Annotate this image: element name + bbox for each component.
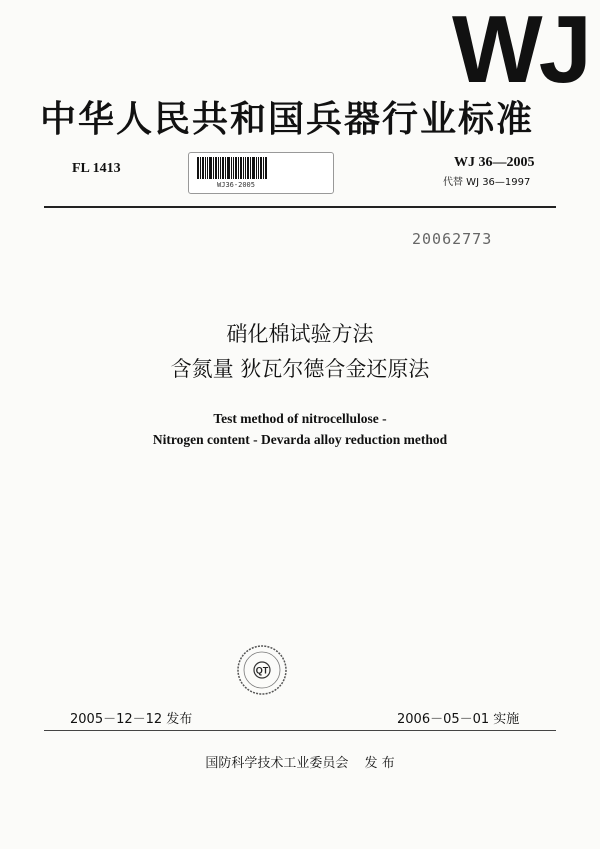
standard-number: WJ 36—2005 — [454, 155, 535, 170]
barcode-icon — [197, 157, 275, 179]
issuer-action: 发 布 — [364, 756, 395, 771]
implementation-date: 2006－05－01 实施 — [397, 712, 520, 727]
title-cn-line1: 硝化棉试验方法 — [226, 322, 374, 346]
standard-category-title: 中华人民共和国兵器行业标准 — [40, 99, 535, 140]
replaces-standard: 代替 WJ 36—1997 — [443, 177, 531, 188]
issuer-line — [0, 752, 600, 771]
title-en-line2: Nitrogen content - Devarda alloy reduction method — [152, 432, 448, 447]
footer-divider — [44, 730, 556, 731]
title-cn-line2: 含氮量 狄瓦尔德合金还原法 — [170, 357, 430, 381]
stamp-number: 20062773 — [412, 230, 493, 248]
issue-date: 2005－12－12 发布 — [70, 712, 193, 727]
qt-seal-icon — [236, 644, 288, 696]
barcode-text: WJ36-2005 — [217, 181, 255, 189]
seal-text: QT — [255, 665, 269, 676]
classification-code: FL 1413 — [72, 161, 121, 176]
header-divider — [44, 206, 556, 208]
wj-logo: WJ — [452, 0, 588, 103]
issuer-name: 国防科学技术工业委员会 — [205, 756, 349, 771]
title-en-line1: Test method of nitrocellulose - — [213, 411, 387, 426]
